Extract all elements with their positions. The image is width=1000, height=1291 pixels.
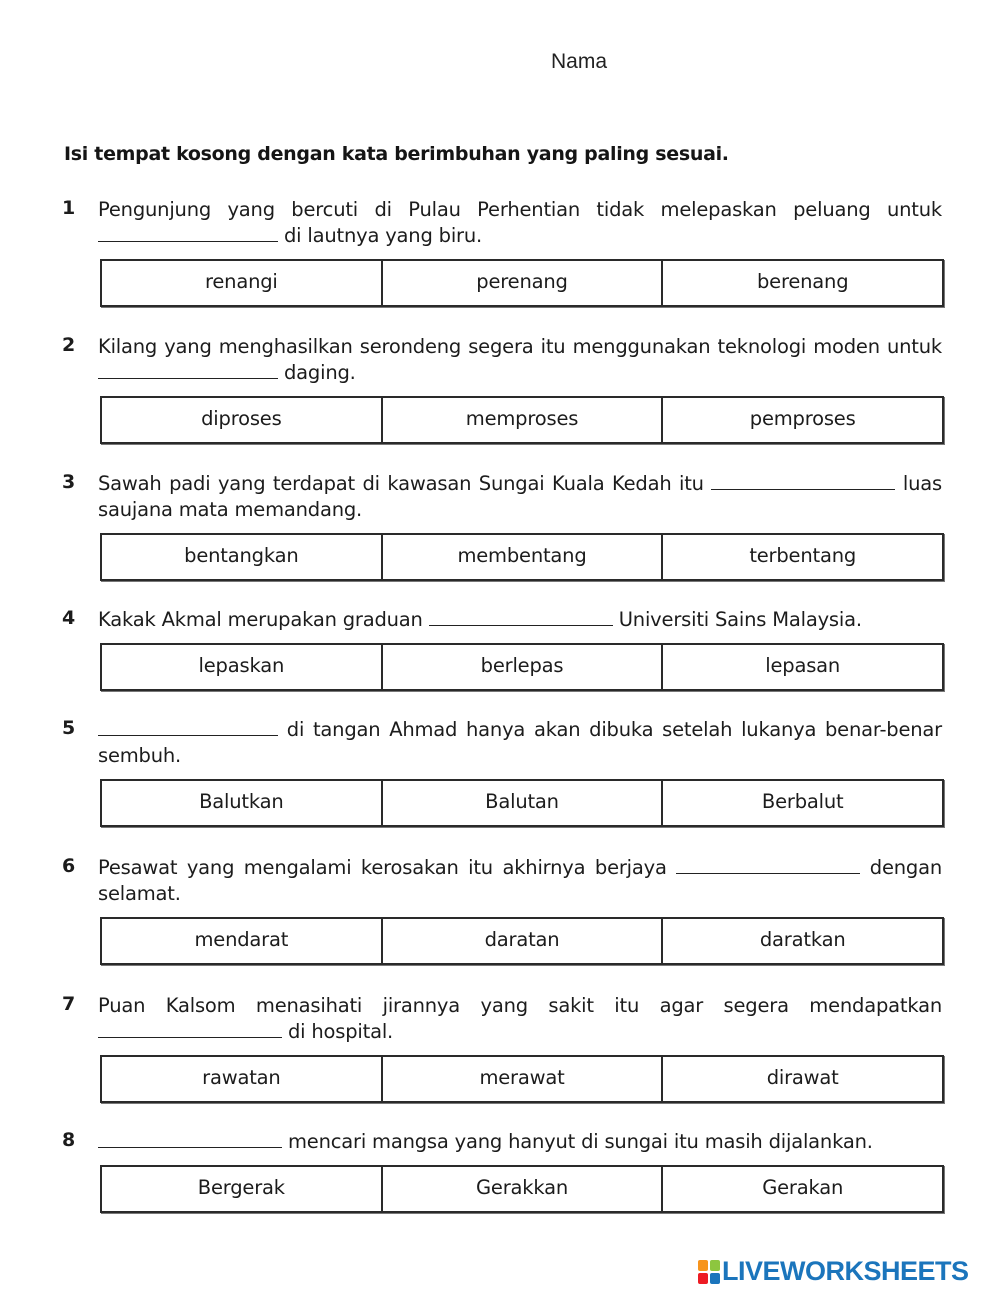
question-text bbox=[98, 197, 942, 249]
logo-block bbox=[698, 1260, 708, 1271]
option-box[interactable]: Bergerak bbox=[102, 1167, 383, 1211]
question-text bbox=[98, 717, 942, 769]
answer-blank[interactable] bbox=[98, 1131, 282, 1148]
option-box[interactable]: berlepas bbox=[383, 645, 664, 689]
options-row bbox=[100, 643, 944, 691]
option-box[interactable]: Gerakan bbox=[762, 1175, 844, 1199]
option-box[interactable]: daratan bbox=[383, 919, 664, 963]
question-text-before: Pesawat yang mengalami kerosakan itu akhirnya berjaya bbox=[98, 856, 667, 879]
answer-blank[interactable] bbox=[429, 609, 613, 626]
question-text-before: Kilang yang menghasilkan serondeng segera itu menggunakan teknologi moden untuk bbox=[98, 335, 942, 358]
option-box[interactable]: memproses bbox=[383, 398, 664, 442]
answer-blank[interactable] bbox=[98, 362, 278, 379]
question-text-before: Kakak Akmal merupakan graduan bbox=[98, 608, 423, 631]
option-box[interactable]: Berbalut bbox=[761, 789, 844, 813]
logo-block bbox=[710, 1273, 720, 1284]
instruction-text: Isi tempat kosong dengan kata berimbuhan yang paling sesuai. bbox=[64, 143, 729, 165]
option-box[interactable]: mendarat bbox=[102, 919, 383, 963]
question-text-after: di tangan Ahmad hanya akan dibuka setelah lukanya benar-benar sembuh. bbox=[98, 718, 942, 767]
logo-block bbox=[698, 1273, 708, 1284]
question-text bbox=[98, 607, 942, 633]
options-row bbox=[100, 533, 944, 581]
question-text-after: dengan selamat. bbox=[98, 856, 943, 905]
question-text-after: Universiti Sains Malaysia. bbox=[618, 608, 862, 631]
option-box[interactable]: berenang bbox=[756, 269, 849, 293]
options-row bbox=[100, 1165, 944, 1213]
option-box[interactable]: dirawat bbox=[766, 1065, 839, 1089]
options-row bbox=[100, 917, 944, 965]
question-text-after: di lautnya yang biru. bbox=[284, 224, 483, 247]
option-box[interactable]: terbentang bbox=[749, 543, 857, 567]
question-text-before: Sawah padi yang terdapat di kawasan Sungai Kuala Kedah itu bbox=[98, 472, 704, 495]
options-row bbox=[100, 396, 944, 444]
logo-blocks-icon bbox=[698, 1260, 720, 1284]
option-box[interactable]: lepasan bbox=[765, 653, 841, 677]
question-text-before: Puan Kalsom menasihati jirannya yang sakit itu agar segera mendapatkan bbox=[98, 994, 942, 1017]
options-row bbox=[100, 1055, 944, 1103]
option-box[interactable]: bentangkan bbox=[102, 535, 383, 579]
question-text-after: daging. bbox=[284, 361, 356, 384]
question-number: 7 bbox=[62, 993, 76, 1015]
answer-blank[interactable] bbox=[98, 1021, 282, 1038]
question-text bbox=[98, 855, 942, 907]
option-box[interactable]: renangi bbox=[102, 261, 383, 305]
question-text bbox=[98, 334, 942, 386]
question-number: 3 bbox=[62, 471, 76, 493]
option-box[interactable]: diproses bbox=[102, 398, 383, 442]
question-number: 6 bbox=[62, 855, 76, 877]
name-label: Nama bbox=[551, 50, 608, 73]
option-box[interactable]: membentang bbox=[383, 535, 664, 579]
answer-blank[interactable] bbox=[711, 473, 895, 490]
question-text bbox=[98, 993, 942, 1045]
question-number: 4 bbox=[62, 607, 76, 629]
question-number: 1 bbox=[62, 197, 76, 219]
option-box[interactable]: Gerakkan bbox=[383, 1167, 664, 1211]
question-text bbox=[98, 1129, 942, 1155]
option-box[interactable]: perenang bbox=[383, 261, 664, 305]
answer-blank[interactable] bbox=[676, 857, 860, 874]
option-box[interactable]: Balutan bbox=[383, 781, 664, 825]
question-number: 5 bbox=[62, 717, 76, 739]
option-box[interactable]: Balutkan bbox=[102, 781, 383, 825]
question-text-before: Pengunjung yang bercuti di Pulau Perhentian tidak melepaskan peluang untuk bbox=[98, 198, 942, 221]
options-row bbox=[100, 779, 944, 827]
question-number: 8 bbox=[62, 1129, 76, 1151]
option-box[interactable]: merawat bbox=[383, 1057, 664, 1101]
answer-blank[interactable] bbox=[98, 719, 278, 736]
question-number: 2 bbox=[62, 334, 76, 356]
option-box[interactable]: rawatan bbox=[102, 1057, 383, 1101]
question-text-after: luas saujana mata memandang. bbox=[98, 472, 942, 521]
question-text-after: mencari mangsa yang hanyut di sungai itu masih dijalankan. bbox=[288, 1130, 873, 1153]
logo-text: LIVEWORKSHEETS bbox=[722, 1256, 969, 1286]
option-box[interactable]: lepaskan bbox=[102, 645, 383, 689]
answer-blank[interactable] bbox=[98, 225, 278, 242]
option-box[interactable]: pemproses bbox=[749, 406, 856, 430]
logo-block bbox=[710, 1260, 720, 1271]
option-box[interactable]: daratkan bbox=[759, 927, 846, 951]
question-text bbox=[98, 471, 942, 523]
options-row bbox=[100, 259, 944, 307]
question-text-after: di hospital. bbox=[288, 1020, 394, 1043]
liveworksheets-logo bbox=[698, 1256, 969, 1287]
